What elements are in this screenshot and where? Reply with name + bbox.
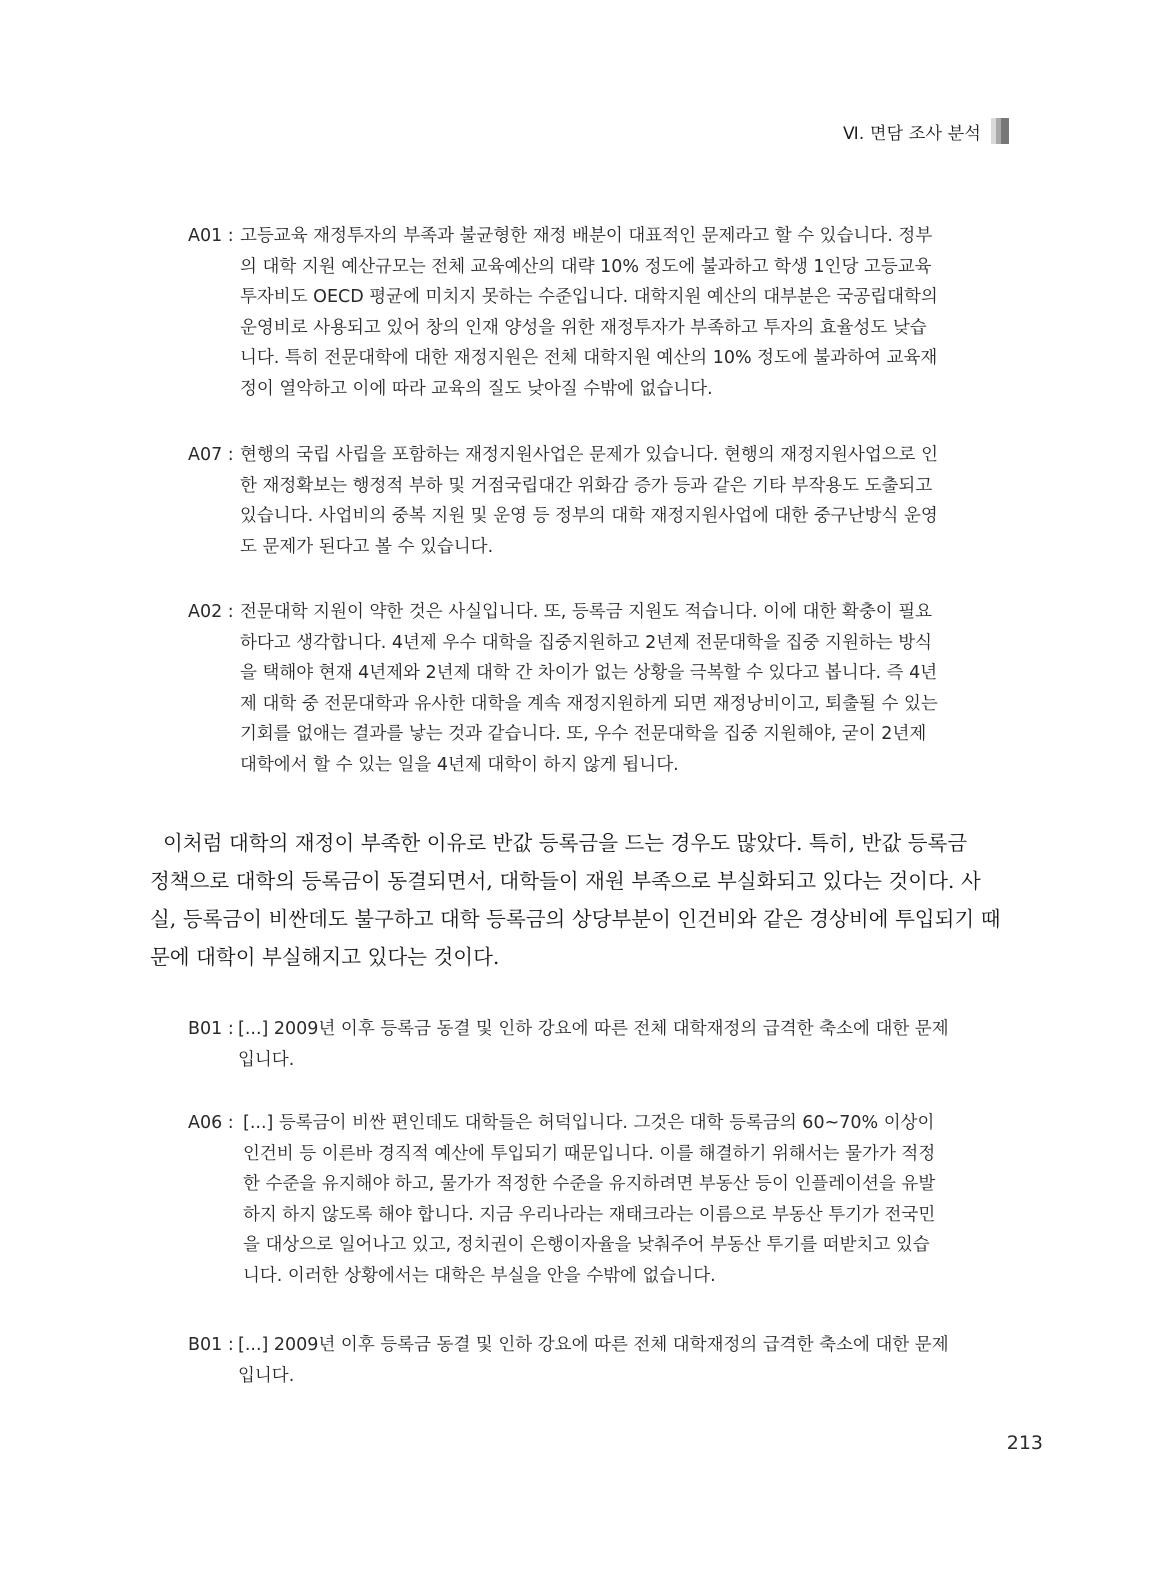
quote-line: B01 : [...] 2009년 이후 등록금 동결 및 인하 강요에 따른 전체 대학재정의 급격한 축소에 대한 문제	[188, 1330, 998, 1361]
quote-line: 을 택해야 현재 4년제와 2년제 대학 간 차이가 없는 상황을 극복할 수 있다고 봅니다. 즉 4년	[240, 663, 938, 683]
speaker-label: A06 :	[188, 1113, 234, 1133]
quote-line: 입니다.	[238, 1365, 295, 1386]
quote-line: 도 문제가 된다고 볼 수 있습니다.	[240, 536, 494, 557]
quote-line: A07 : 현행의 국립 사립을 포함하는 재정지원사업은 문제가 있습니다. 현행의 재정지원사업으로 인	[188, 440, 998, 471]
speaker-label: B01 :	[188, 1019, 234, 1039]
paragraph-line: 정책으로 대학의 등록금이 동결되면서, 대학들이 재원 부족으로 부실화되고 있다는 것이다. 사	[150, 869, 981, 893]
interview-quote-b01	[188, 1014, 998, 1075]
quote-line: 한 재정확보는 행정적 부하 및 거점국립대간 위화감 증가 등과 같은 기타 부작용도 도출되고	[240, 475, 933, 496]
quote-line: 니다. 특히 전문대학에 대한 재정지원은 전체 대학지원 예산의 10% 정도에 불과하여 교육재	[240, 348, 938, 368]
chapter-title: Ⅵ. 면담 조사 분석	[842, 123, 981, 144]
quote-line: B01 : [...] 2009년 이후 등록금 동결 및 인하 강요에 따른 전체 대학재정의 급격한 축소에 대한 문제	[188, 1014, 998, 1045]
quote-line: A06 : [...] 등록금이 비싼 편인데도 대학들은 허덕입니다. 그것은 대학 등록금의 60~70% 이상이	[188, 1108, 998, 1139]
paragraph-line: 실, 등록금이 비싼데도 불구하고 대학 등록금의 상당부분이 인건비와 같은 경상비에 투입되기 때	[150, 907, 1001, 931]
quote-line: 투자비도 OECD 평균에 미치지 못하는 수준입니다. 대학지원 예산의 대부분은 국공립대학의	[240, 287, 938, 307]
quote-line: 하지 하지 않도록 해야 합니다. 지금 우리나라는 재태크라는 이름으로 부동산 투기가 전국민	[243, 1204, 936, 1225]
quote-line: 제 대학 중 전문대학과 유사한 대학을 계속 재정지원하게 되면 재정낭비이고, 퇴출될 수 있는	[240, 693, 938, 714]
quote-line: A01 : 고등교육 재정투자의 부족과 불균형한 재정 배분이 대표적인 문제라고 할 수 있습니다. 정부	[188, 221, 998, 252]
paragraph-line: 이처럼 대학의 재정이 부족한 이유로 반값 등록금을 드는 경우도 많았다. 특히, 반값 등록금	[150, 831, 968, 855]
header-decoration-bar	[991, 118, 1009, 144]
quote-line: 인건비 등 이른바 경직적 예산에 투입되기 때문입니다. 이를 해결하기 위해서는 물가가 적정	[243, 1143, 936, 1164]
quote-line: 입니다.	[238, 1049, 295, 1070]
interview-quote-b01-repeat	[188, 1330, 998, 1391]
quote-line: 대학에서 할 수 있는 일을 4년제 대학이 하지 않게 됩니다.	[240, 754, 679, 775]
interview-quote-a06	[188, 1108, 998, 1291]
quote-line: 정이 열악하고 이에 따라 교육의 질도 낮아질 수밖에 없습니다.	[240, 378, 713, 399]
speaker-label: A02 :	[188, 602, 234, 622]
quote-line: 하다고 생각합니다. 4년제 우수 대학을 집중지원하고 2년제 전문대학을 집중 지원하는 방식	[240, 632, 933, 653]
page-number: 213	[1006, 1432, 1043, 1454]
running-header	[843, 118, 1009, 144]
interview-quote-a02	[188, 597, 998, 780]
quote-line: 의 대학 지원 예산규모는 전체 교육예산의 대략 10% 정도에 불과하고 학생 1인당 고등교육	[240, 256, 932, 277]
quote-line: 니다. 이러한 상황에서는 대학은 부실을 안을 수밖에 없습니다.	[243, 1265, 716, 1286]
speaker-label: B01 :	[188, 1335, 234, 1355]
speaker-label: A01 :	[188, 226, 234, 246]
quote-line: 운영비로 사용되고 있어 창의 인재 양성을 위한 재정투자가 부족하고 투자의 효율성도 낮습	[240, 317, 927, 338]
quote-line: 기회를 없애는 결과를 낳는 것과 같습니다. 또, 우수 전문대학을 집중 지원해야, 굳이 2년제	[240, 724, 927, 744]
quote-line: 을 대상으로 일어나고 있고, 정치권이 은행이자율을 낮춰주어 부동산 투기를 떠받치고 있습	[243, 1235, 930, 1255]
interview-quote-a07	[188, 440, 998, 562]
speaker-label: A07 :	[188, 445, 234, 465]
interview-quote-a01	[188, 221, 998, 404]
quote-line: 한 수준을 유지해야 하고, 물가가 적정한 수준을 유지하려면 부동산 등이 인플레이션을 유발	[243, 1174, 936, 1194]
body-paragraph	[150, 824, 1010, 976]
quote-line: A02 : 전문대학 지원이 약한 것은 사실입니다. 또, 등록금 지원도 적습니다. 이에 대한 확충이 필요	[188, 597, 998, 628]
quote-line: 있습니다. 사업비의 중복 지원 및 운영 등 정부의 대학 재정지원사업에 대한 중구난방식 운영	[240, 506, 938, 526]
paragraph-line: 문에 대학이 부실해지고 있다는 것이다.	[150, 945, 500, 969]
